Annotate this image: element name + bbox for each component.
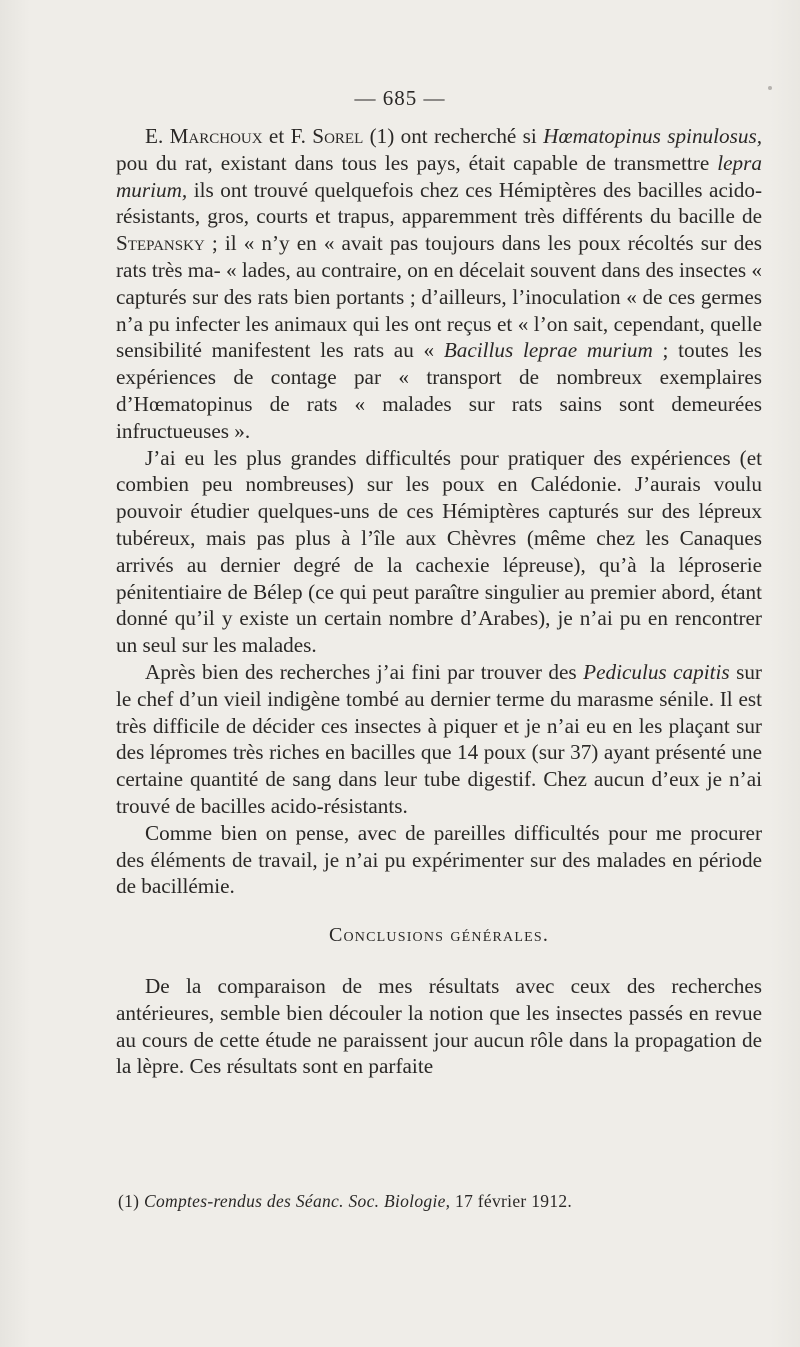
text-fragment: ils ont trouvé quelquefois chez ces Hémiptères des bacilles acido-résistants, gros, courts et trapus, apparemment très différents du bacille de	[116, 177, 762, 229]
text-fragment: (1) ont recherché si	[363, 124, 544, 148]
section-heading: Conclusions générales.	[328, 924, 550, 947]
page-number: — 685 —	[354, 86, 446, 110]
text-fragment: et	[262, 124, 291, 148]
footnote	[118, 1190, 758, 1212]
text-fragment: ; toutes les expériences de contage par « transport de nombreux exemplaires d’Hœmatopinus de rats « malades sur rats sains sont demeurées infructueuses ».	[116, 338, 762, 443]
page-body	[116, 123, 762, 1080]
footnote-source: Comptes-rendus des Séanc. Soc. Biologie,	[143, 1191, 451, 1211]
species-name: Pediculus capitis	[583, 659, 730, 684]
footnote-marker: (1)	[118, 1191, 144, 1211]
species-name: lepra murium,	[116, 150, 762, 202]
text-fragment: pou du rat, existant dans tous les pays, était capable de transmettre	[116, 150, 718, 175]
paragraph-pediculus	[116, 659, 762, 820]
author-name: E. Marchoux	[145, 124, 263, 148]
author-name: Stepansky	[116, 231, 205, 256]
paragraph-marchoux-sorel	[116, 123, 762, 445]
species-name: Hœmatopinus spinulosus,	[543, 124, 762, 148]
footnote-date: 17 février 1912.	[450, 1191, 573, 1211]
text-fragment: Après bien des recherches j’ai fini par trouver des	[145, 659, 584, 684]
paragraph-conclusion: De la comparaison de mes résultats avec ceux des recherches antérieures, semble bien découler la notion que les insectes passés en revue au cours de cette étude ne paraissent jour aucun rôle dans la propagation de la lèpre. Ces résultats sont en parfaite	[116, 973, 762, 1079]
author-name: F. Sorel	[290, 124, 364, 148]
text-fragment: sur le chef d’un vieil indigène tombé au dernier terme du marasme sénile. Il est très difficile de décider ces insectes à piquer et je n’ai eu en les plaçant sur des lépromes très riches en bacilles que 14 poux (sur 37) ayant présenté une certaine quantité de sang dans leur tube digestif. Chez aucun d’eux je n’ai trouvé de bacilles acido-résistants.	[116, 659, 762, 818]
text-fragment: ; il « n’y en « avait pas toujours dans les poux récoltés sur des rats très ma- « lades, au contraire, on en décelait souvent dans des insectes « capturés sur des rats bien portants ; d’ailleurs, l’inoculation « de ces germes n’a pu infecter les animaux qui les ont reçus et « l’on sait, cependant, quelle sensibilité manifestent les rats au «	[116, 231, 762, 363]
paragraph-difficulties: J’ai eu les plus grandes difficultés pour pratiquer des expériences (et combien peu nombreuses) sur les poux en Calédonie. J’aurais voulu pouvoir étudier quelques-uns de ces Hémiptères capturés sur des lépreux tubéreux, mais pas plus à l’île aux Chèvres (même chez les Canaques arrivés au dernier degré de la cachexie lépreuse), qu’à la léproserie pénitentiaire de Bélep (ce qui peut paraître singulier au premier abord, étant donné qu’il y existe un certain nombre d’Arabes), je n’ai pu en rencontrer un seul sur les malades.	[116, 445, 762, 658]
species-name: Bacillus leprae murium	[443, 338, 653, 363]
paragraph-bacillemia: Comme bien on pense, avec de pareilles difficultés pour me procurer des éléments de travail, je n’ai pu expérimenter sur des malades en période de bacillémie.	[116, 820, 762, 899]
